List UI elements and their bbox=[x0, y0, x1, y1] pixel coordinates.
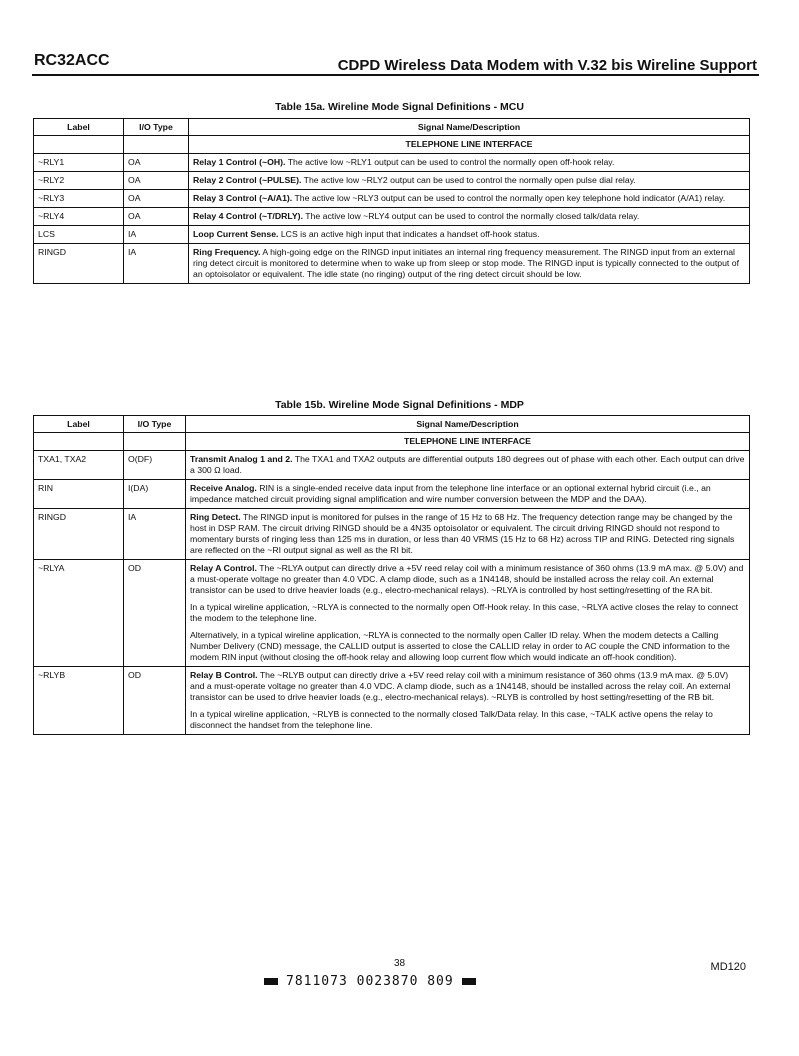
io-type: OA bbox=[124, 172, 189, 190]
table-b-title: Table 15b. Wireline Mode Signal Definitions - MDP bbox=[275, 399, 524, 411]
signal-label: ~RLY2 bbox=[34, 172, 124, 190]
table-row bbox=[34, 244, 750, 284]
description-text: LCS is an active high input that indicates a handset off-hook status. bbox=[278, 229, 540, 239]
signal-description bbox=[186, 667, 750, 735]
signal-description bbox=[189, 154, 750, 172]
barcode-line bbox=[256, 974, 484, 989]
signal-name: Relay A Control. bbox=[190, 563, 257, 573]
signal-label: ~RLY1 bbox=[34, 154, 124, 172]
description-text: A high-going edge on the RINGD input initiates an internal ring frequency measurement. The RINGD input from an external ring detect circuit is monitored to determine when to wake up from sleep or stop mode. The RINGD input is typically connected to the output of an optoisolator or equivalent. The idle state (no ringing) output of the ring detect circuit should be low. bbox=[193, 247, 739, 279]
barcode-block bbox=[462, 978, 476, 985]
signal-name: Ring Detect. bbox=[190, 512, 241, 522]
signal-label: RINGD bbox=[34, 244, 124, 284]
signal-description bbox=[189, 226, 750, 244]
signal-description bbox=[189, 190, 750, 208]
description-text: The active low ~RLY3 output can be used to control the normally open key telephone hold indicator (A/A1) relay. bbox=[292, 193, 726, 203]
signal-label: ~RLYA bbox=[34, 560, 124, 667]
signal-description bbox=[189, 172, 750, 190]
document-title: CDPD Wireless Data Modem with V.32 bis Wireline Support bbox=[337, 57, 757, 74]
barcode-block bbox=[264, 978, 278, 985]
signal-name: Relay 4 Control (~T/DRLY). bbox=[193, 211, 303, 221]
table-a-header-row bbox=[34, 119, 750, 136]
io-type: OA bbox=[124, 208, 189, 226]
signal-label: LCS bbox=[34, 226, 124, 244]
table-row bbox=[34, 667, 750, 735]
table-b bbox=[33, 415, 750, 735]
col-label-header: Label bbox=[34, 119, 124, 136]
description-text: The ~RLYB output can directly drive a +5V reed relay coil with a minimum resistance of 360 ohms (13.9 mA max. @ 5.0V) and a must-operate voltage no greater than 4.0 VDC. A clamp diode, such as a 1N4148, should be installed across the relay coil. An external transistor can be used to drive heavier loads (e.g., electro-mechanical relays). ~RLYB is controlled by host setting/resetting of the RB bit. bbox=[190, 670, 731, 702]
signal-label: ~RLY4 bbox=[34, 208, 124, 226]
io-type: IA bbox=[124, 226, 189, 244]
description-paragraph: In a typical wireline application, ~RLYB is connected to the normally closed Talk/Data relay. In this case, ~TALK active opens the relay to disconnect the handset from the telephone line. bbox=[190, 709, 713, 730]
barcode-text: 7811073 0023870 809 bbox=[286, 974, 454, 989]
table-row bbox=[34, 172, 750, 190]
table-row bbox=[34, 509, 750, 560]
table-row bbox=[34, 451, 750, 480]
section-label: TELEPHONE LINE INTERFACE bbox=[189, 136, 750, 154]
signal-name: Receive Analog. bbox=[190, 483, 257, 493]
part-number: RC32ACC bbox=[34, 52, 110, 69]
description-paragraph: Alternatively, in a typical wireline application, ~RLYA is connected to the normally open Caller ID relay. When the modem detects a Calling Number Delivery (CND) message, the CALLID output is asserted to close the CALLID relay in order to AC couple the CND information to the modem RIN input (without closing the off-hook relay and allowing loop current flow which would indicate an off-hook condition). bbox=[190, 630, 730, 662]
signal-description bbox=[186, 560, 750, 667]
col-desc-header: Signal Name/Description bbox=[189, 119, 750, 136]
col-io-header: I/O Type bbox=[124, 416, 186, 433]
signal-label: RIN bbox=[34, 480, 124, 509]
io-type: IA bbox=[124, 244, 189, 284]
page-number: 38 bbox=[393, 958, 406, 969]
table-row bbox=[34, 154, 750, 172]
description-text: The active low ~RLY2 output can be used to control the normally open pulse dial relay. bbox=[301, 175, 636, 185]
io-type: I(DA) bbox=[124, 480, 186, 509]
section-row bbox=[34, 136, 750, 154]
col-io-header: I/O Type bbox=[124, 119, 189, 136]
description-text: The RINGD input is monitored for pulses in the range of 15 Hz to 68 Hz. The frequency detection range may be changed by the host in DSP RAM. The circuit driving RINGD should be a 4N35 optoisolator or equivalent. The circuit driving RINGD should not respond to momentary bursts of ringing less than 125 ms in duration, or less than 40 VRMS (15 Hz to 68 Hz) across TIP and RING. Detected ring signals are reflected on the ~RI output signal as well as the RI bit. bbox=[190, 512, 735, 555]
io-type: OA bbox=[124, 154, 189, 172]
signal-name: Ring Frequency. bbox=[193, 247, 261, 257]
section-label: TELEPHONE LINE INTERFACE bbox=[186, 433, 750, 451]
signal-description bbox=[189, 208, 750, 226]
document-code: MD120 bbox=[710, 961, 746, 973]
col-label-header: Label bbox=[34, 416, 124, 433]
table-b-header-row bbox=[34, 416, 750, 433]
io-type: O(DF) bbox=[124, 451, 186, 480]
signal-label: ~RLYB bbox=[34, 667, 124, 735]
table-row bbox=[34, 208, 750, 226]
section-row bbox=[34, 433, 750, 451]
table-a-title: Table 15a. Wireline Mode Signal Definitions - MCU bbox=[275, 101, 524, 113]
io-type: OD bbox=[124, 560, 186, 667]
io-type: IA bbox=[124, 509, 186, 560]
description-paragraph bbox=[190, 670, 745, 703]
table-row bbox=[34, 480, 750, 509]
description-text: RIN is a single-ended receive data input from the telephone line interface or an optional external hybrid circuit (i.e., an impedance matched circuit providing signal amplification and wire number conversion between the MDP and the DAA). bbox=[190, 483, 711, 504]
table-row bbox=[34, 560, 750, 667]
signal-name: Relay B Control. bbox=[190, 670, 258, 680]
signal-name: Transmit Analog 1 and 2. bbox=[190, 454, 293, 464]
description-text: The ~RLYA output can directly drive a +5V reed relay coil with a minimum resistance of 360 ohms (13.9 mA max. @ 5.0V) and a must-operate voltage no greater than 4.0 VDC. A clamp diode, such as a 1N4148, should be installed across the relay coil. An external transistor can be used to drive heavier loads (e.g., electro-mechanical relays). ~RLYA is controlled by host setting/resetting of the RA bit. bbox=[190, 563, 744, 595]
signal-label: TXA1, TXA2 bbox=[34, 451, 124, 480]
signal-description bbox=[189, 244, 750, 284]
table-row bbox=[34, 190, 750, 208]
description-paragraph bbox=[190, 563, 745, 596]
description-text: The active low ~RLY1 output can be used to control the normally open off-hook relay. bbox=[285, 157, 615, 167]
io-type: OD bbox=[124, 667, 186, 735]
signal-name: Relay 2 Control (~PULSE). bbox=[193, 175, 302, 185]
description-text: The TXA1 and TXA2 outputs are differential outputs 180 degrees out of phase with each other. Each output can drive a 300 Ω load. bbox=[190, 454, 745, 475]
signal-name: Loop Current Sense. bbox=[193, 229, 279, 239]
signal-label: ~RLY3 bbox=[34, 190, 124, 208]
signal-name: Relay 1 Control (~OH). bbox=[193, 157, 286, 167]
signal-description bbox=[186, 509, 750, 560]
header-rule bbox=[32, 74, 759, 76]
signal-description bbox=[186, 451, 750, 480]
col-desc-header: Signal Name/Description bbox=[186, 416, 750, 433]
signal-description bbox=[186, 480, 750, 509]
signal-name: Relay 3 Control (~A/A1). bbox=[193, 193, 293, 203]
table-a bbox=[33, 118, 750, 284]
description-text: The active low ~RLY4 output can be used to control the normally closed talk/data relay. bbox=[302, 211, 640, 221]
description-paragraph: In a typical wireline application, ~RLYA is connected to the normally open Off-Hook relay. In this case, ~RLYA active closes the relay to connect the modem to the telephone line. bbox=[190, 602, 739, 623]
table-row bbox=[34, 226, 750, 244]
signal-label: RINGD bbox=[34, 509, 124, 560]
io-type: OA bbox=[124, 190, 189, 208]
